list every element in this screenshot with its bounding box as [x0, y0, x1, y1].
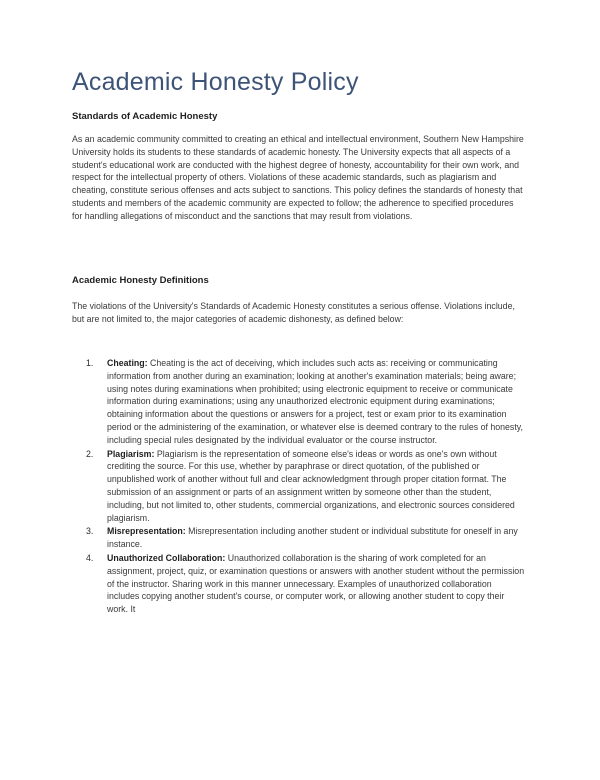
list-number: 3. [86, 526, 94, 537]
list-item-unauthorized-collaboration [86, 552, 526, 616]
term-definition: Unauthorized collaboration is the sharing of work completed for an assignment, project, quiz, or examination questions or answers with another student without the permission of the instructor. Sharing work in this manner unnecessary. Examples of unauthorized collaboration includes copying another student's course, or computer work, or allowing another student to copy their work. It [107, 552, 525, 615]
term-definition: Plagiarism is the representation of someone else's ideas or words as one's own without crediting the source. For this use, whether by paraphrase or direct quotation, of the published or unpublished work of another without full and clear acknowledgment through proper citation format. The submission of an assignment or parts of an assignment written by someone other than the student, including, but not limited to, other students, commercial organizations, and electronic sources considered plagiarism. [107, 448, 515, 523]
term-definition: Cheating is the act of deceiving, which includes such acts as: receiving or communicating information from another during an examination; looking at another's examination materials; being aware; using notes during examinations when prohibited; using electronic equipment to receive or communicate information during examinations; using any unauthorized electronic equipment during examinations; obtaining information about the questions or answers for a project, test or exam prior to its examination period or the administering of the examination, or whatever else is deemed contrary to the rules of honesty, including special rules designated by the individual evaluator or the course instructor. [107, 358, 523, 445]
list-number: 2. [86, 448, 94, 459]
list-number: 1. [86, 358, 94, 368]
term-definition: Misrepresentation including another student or individual substitute for oneself in any instance. [107, 526, 518, 550]
page-title: Academic Honesty Policy [72, 68, 359, 96]
list-item-plagiarism [86, 448, 526, 525]
section-heading-definitions: Academic Honesty Definitions [72, 275, 209, 286]
list-item-misrepresentation [86, 525, 526, 551]
term-label: Unauthorized Collaboration: [107, 552, 226, 563]
term-label: Cheating: [107, 358, 148, 368]
term-label: Misrepresentation: [107, 526, 186, 537]
section-heading-standards: Standards of Academic Honesty [72, 111, 218, 122]
list-number: 4. [86, 552, 94, 563]
term-label: Plagiarism: [107, 448, 155, 459]
list-item-cheating [86, 357, 526, 447]
paragraph-definitions: The violations of the University's Standards of Academic Honesty constitutes a serious offense. Violations include, but are not limited to, the major categories of academic dishonesty, as defined below: [72, 301, 515, 324]
definitions-list [86, 357, 526, 617]
paragraph-standards: As an academic community committed to creating an ethical and intellectual environment, Southern New Hampshire University holds its students to these standards of academic honesty. The University expects that all aspects of a student's educational work are conducted with the highest degree of honesty, accountability for their own work, and respect for the intellectual property of others. Violations of these academic standards, such as plagiarism and cheating, constitute serious offenses and acts subject to sanctions. This policy defines the standards of honesty that students and members of the academic community are expected to follow; the adherence to specified procedures for handling allegations of misconduct and the sanctions that may result from violations. [72, 134, 524, 221]
